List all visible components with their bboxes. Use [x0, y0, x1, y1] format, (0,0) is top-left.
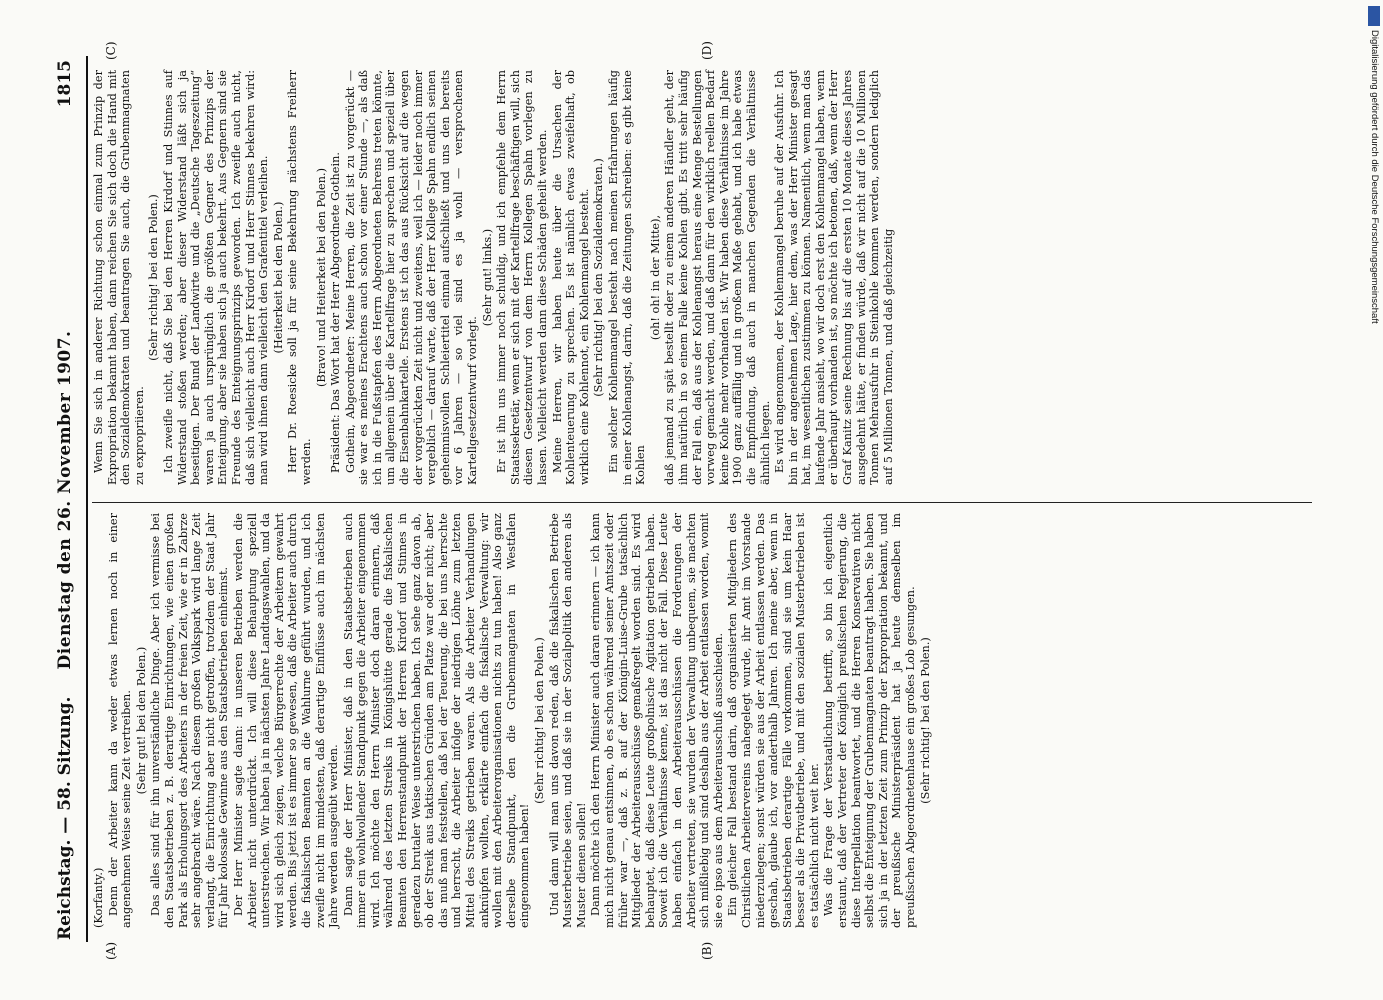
left-column	[92, 513, 933, 928]
interjection: (Sehr richtig! bei den Sozialdemokraten.)	[592, 158, 606, 397]
paragraph: Wenn Sie sich in anderer Richtung schon einmal zum Prinzip der Expropriation bekannt haben, dann reichen Sie sich doch die Hand mit den Sozialdemokraten und beantragen Sie auch, die Grubenmagnaten zu expropriieren.	[92, 70, 146, 485]
header-rule	[86, 56, 88, 942]
paragraph: Was die Frage der Verstaatlichung betrifft, so bin ich eigentlich erstaunt, daß der Vertreter der Königlich preußischen Regierung, die diese Interpellation beantwortet, und die Herren Konservativen nicht selbst die Enteignung der Grubenmagnaten beantragt haben. Sie haben sich ja in der letzten Zeit zum Prinzip der Expropriation bekannt, und der preußische Ministerpräsident hat ja heute demselben im preußischen Abgeordnetenhause ein großes Lob gesungen.	[822, 513, 918, 928]
paragraph: daß jemand zu spät bestellt oder zu einem anderen Händler geht, der ihm natürlich in so einem Falle keine Kohlen gibt. Es tritt sehr häufig der Fall ein, daß aus der Kohlenangst heraus eine Menge Bestellungen vorweg gemacht werden, und daß dann für den wirklich reellen Bedarf keine Kohle mehr vorhanden ist. Wir haben diese Verhältnisse im Jahre 1900 ganz auffällig und in großem Maße gehabt, und ich habe etwas die Empfindung, daß auch in manchen Gegenden die Verhältnisse ähnlich liegen.	[663, 70, 772, 485]
margin-mark-a: (A)	[104, 941, 118, 960]
paragraph: Ein gleicher Fall bestand darin, daß organisierten Mitgliedern des Christlichen Arbeitervereins nahegelegt wurde, ihr Amt im Vorstande niederzulegen; sonst würden sie aus der Arbeit entlassen werden. Das geschah, glaube ich, vor anderthalb Jahren. Ich meine aber, wenn in Staatsbetrieben derartige Fälle vorkommen, sind sie um kein Haar besser als die Privatbetriebe, und mit den sozialen Musterbetrieben ist es tatsächlich nicht weit her.	[726, 513, 821, 928]
page-number: 1815	[55, 60, 75, 108]
paragraph: Ein solcher Kohlenmangel besteht nach meinen Erfahrungen häufig in einer Kohlenangst, darin, daß die Zeitungen schreiben: es gibt keine Kohlen	[606, 70, 648, 485]
paragraph: Meine Herren, wir haben heute über die Ursachen der Kohlenteuerung zu sprechen. Es ist nämlich etwas zweifelhaft, ob wirklich eine Kohlennot, ein Kohlenmangel besteht.	[550, 70, 591, 485]
paragraph: Und dann will man uns davon reden, daß die fiskalischen Betriebe Musterbetriebe seien, und daß sie in der Sozialpolitik den anderen als Muster dienen sollen!	[547, 513, 588, 928]
paragraph: Ich zweifle nicht, daß Sie bei den Herren Kirdorf und Stinnes auf Widerstand stoßen werden; aber dieser Widerstand läßt sich ja beseitigen. Der Bund der Landwirte und die „Deutsche Tageszeitung“ waren ja auch ursprünglich die größten Gegner des Prinzips der Enteignung, aber sie haben sich ja auch bekehrt. Aus Gegnern sind sie Freunde des Enteignungsprinzips geworden. Ich zweifle auch nicht, daß sich vielleicht auch Herr Kirdorf und Herr Stinnes bekehren wird: man wird ihnen dann vielleicht den Grafentitel verleihen.	[161, 70, 271, 485]
interjection: (Sehr gut! links.)	[480, 228, 494, 327]
interjection: (Sehr richtig! bei den Polen.)	[533, 637, 546, 804]
speaker-tag: (Korfanty.)	[92, 867, 105, 928]
paragraph: Er ist ihn uns immer noch schuldig, und ich empfehle dem Herrn Staatssekretär, wenn er sich mit der Kartellfrage beschäftigen will, sich diesen Gesetzentwurf von dem Herrn Kollegen Spahn vorlegen zu lassen. Vielleicht werden dann diese Schäden geheilt werden.	[495, 70, 549, 485]
paragraph: Denn der Arbeiter kann da weder etwas lernen noch in einer angenehmen Weise seine Zeit vertreiben.	[106, 513, 134, 928]
column-divider	[92, 502, 1312, 503]
digitization-notice-text: Digitalisierung gefördert durch die Deutsche Forschungsgemeinschaft	[1369, 30, 1380, 324]
margin-mark-b: (B)	[700, 941, 714, 960]
paragraph: Gothein, Abgeordneter: Meine Herren, die Zeit ist zu vorgerückt — sie war es meines Erachtens auch schon vor einer Stunde —, als daß ich in die Fußstapfen des Herrn Abgeordneten Behrens treten könnte, um allgemein über die Kartellfrage hier zu sprechen und speziell über die Eisenbahnkartelle. Erstens ist ich das aus Rücksicht auf die wegen der vorgerückten Zeit nicht und zweitens, weil ich — leider noch immer vergeblich — darauf warte, daß der Herr Kollege Spahn endlich seinen geheimnisvollen Schleiertitel einmal aufschließt und uns den bereits vor 6 Jahren — so viel sind es ja wohl — versprochenen Kartellgesetzentwurf vorlegt.	[343, 70, 480, 485]
digitization-notice	[1366, 30, 1380, 630]
header-center: Dienstag den 26. November 1907.	[55, 330, 75, 670]
paragraph: Herr Dr. Roesicke soll ja für seine Bekehrung nächstens Freiherr werden.	[286, 70, 313, 485]
interjection: (Sehr richtig! bei den Polen.)	[918, 637, 932, 804]
header-left: Reichstag. — 58. Sitzung.	[55, 696, 75, 940]
interjection: (oh! oh! in der Mitte),	[648, 214, 662, 341]
paragraph: Es wird angenommen, der Kohlenmangel beruhe auf der Ausfuhr. Ich bin in der angenehmen Lage, hier dem, was der Herr Minister gesagt hat, im wesentlichen zustimmen zu können. Namentlich, wenn man das laufende Jahr ansieht, wo wir doch erst den Kohlenmangel haben, wenn er überhaupt vorhanden ist, so möchte ich betonen, daß, wenn der Herr Graf Kanitz seine Rechnung bis auf die ersten 10 Monate dieses Jahres ausgedehnt hätte, er finden würde, daß wir nicht auf die 10 Millionen Tonnen Mehrausfuhr in Steinkohle kommen werden, sondern lediglich auf 5 Millionen Tonnen, und daß gleichzeitig	[773, 70, 895, 485]
president-statement: Präsident: Das Wort hat der Herr Abgeordnete Gothein.	[329, 152, 343, 473]
dfg-logo	[1368, 6, 1380, 26]
paragraph: Der Herr Minister sagte dann: in unseren Betrieben werden die Arbeiter nicht unterdrückt. Ich will diese Behauptung speziell unterstreichen. Wir haben ja in nächsten Jahre Landtagswahlen, und da wird sich gleich zeigen, welche Bürgerrechte der Arbeitern gewahrt werden. Bis jetzt ist es immer so gewesen, daß die Arbeiter auch durch die fiskalischen Beamten an die Wahlurne geführt wurden, und ich zweifle nicht im mindesten, daß derartige Einflüsse auch im nächsten Jahre werden ausgeübt werden.	[231, 513, 341, 928]
margin-mark-c: (C)	[104, 41, 118, 60]
margin-mark-d: (D)	[700, 41, 714, 60]
paragraph: Das alles sind für ihn unverständliche Dinge. Aber ich vermisse bei den Staatsbetrieben z. B. derartige Einrichtungen, wie einen großen Park als Erholungsort des Arbeiters in der freien Zeit, wie er in Zabrze sehr angebracht wäre. Nach diesem großen Volkspark wird lange Zeit verlangt, die Einrichtung aber nicht getroffen, trotzdem der Staat Jahr für Jahr kolossale Gewinne aus den Staatsbetrieben einheimst.	[149, 513, 231, 928]
interjection: (Sehr gut! bei den Polen.)	[134, 646, 148, 795]
right-column	[92, 70, 896, 485]
interjection: (Sehr richtig! bei den Polen.)	[147, 194, 161, 361]
paragraph: Dann möchte ich den Herrn Minister auch daran erinnern — ich kann mich nicht genau entsinnen, ob es schon während seiner Amtszeit oder früher war —, daß z. B. auf der Königin-Luise-Grube tatsächlich Mitglieder der Arbeiterausschüsse gemaßregelt worden sind. Es wird behauptet, daß diese Leute großpolnische Agitation getrieben haben. Soweit ich die Verhältnisse kenne, ist das nicht der Fall. Diese Leute haben einfach in den Arbeiterausschüssen die Forderungen der Arbeiter vertreten, sie wurden der Verwaltung unbequem, sie machten sich mißliebig und sind deshalb aus der Arbeit entlassen worden, womit sie eo ipso aus dem Arbeiterausschuß ausschieden.	[589, 513, 725, 928]
page-header	[55, 60, 83, 940]
interjection: (Bravo! und Heiterkeit bei den Polen.)	[314, 168, 328, 388]
interjection: (Heiterkeit bei den Polen.)	[271, 201, 285, 354]
paragraph: Dann sagte der Herr Minister, daß in den Staatsbetrieben auch immer ein wohlwollender Standpunkt gegen die Arbeiter eingenommen wird. Ich möchte den Herrn Minister doch daran erinnern, daß während des letzten Streiks in Königshütte gerade die fiskalischen Beamten den Herrenstandpunkt der Herren Kirdorf und Stinnes in geradezu brutaler Weise unterstrichen haben. Ich sehe ganz davon ab, ob der Streik aus taktischen Gründen am Platze war oder nicht; aber das muß man feststellen, daß bei der Teuerung, die bei uns herrschte und herrscht, die Arbeiter infolge der niedrigen Löhne zum letzten Mittel des Streiks getrieben waren. Als die Arbeiter Verhandlungen anknüpfen wollten, erklärte einfach die fiskalische Verwaltung: wir wollen mit den Arbeiterorganisationen nichts zu tun haben! Also ganz derselbe Standpunkt, den die Grubenmagnaten in Westfalen eingenommen haben!	[341, 513, 532, 928]
